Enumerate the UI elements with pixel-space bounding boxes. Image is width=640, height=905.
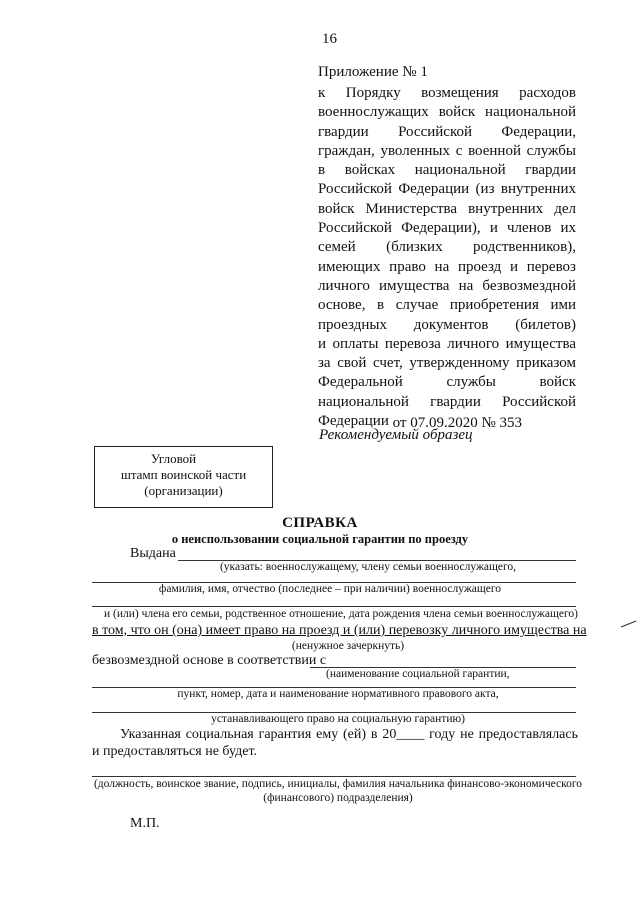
signature-line xyxy=(92,776,576,777)
appendix-line: Российской Федерации), и членов их xyxy=(318,220,576,237)
certificate-title: СПРАВКА xyxy=(282,515,358,531)
hint-establishing-right: устанавливающего право на социальную гарантию) xyxy=(211,713,465,725)
appendix-line: Федеральной службы войск xyxy=(318,374,576,391)
hint-department: (финансового) подразделения) xyxy=(263,792,413,804)
appendix-line: граждан, уволенных с военной службы xyxy=(318,142,576,159)
hint-recipient: (указать: военнослужащему, члену семьи военнослужащего, xyxy=(219,561,517,573)
appendix-line: войск Министерства внутренних дел xyxy=(318,200,576,217)
corner-stamp-box xyxy=(94,446,273,508)
appendix-line: и оплаты перевоза личного имущества xyxy=(318,335,576,352)
basis-label: безвозмездной основе в соответствии с xyxy=(92,653,327,668)
appendix-line: семей (близких родственников), xyxy=(318,239,576,256)
appendix-line: за свой счет, утвержденному приказом xyxy=(318,355,576,372)
stamp-line-2: штамп воинской части xyxy=(120,467,247,482)
appendix-line: национальной гвардии Российской xyxy=(318,393,576,410)
stamp-line-1: Угловой xyxy=(150,451,197,466)
hint-family-member: и (или) члена его семьи, родственное отношение, дата рождения члена семьи военнослужащего) xyxy=(104,608,578,620)
pen-mark-icon xyxy=(620,620,638,628)
page-number: 16 xyxy=(322,31,337,47)
appendix-line: основе, в случае приобретения ими xyxy=(318,297,576,314)
appendix-line: личного имущества на безвозмездной xyxy=(318,277,576,294)
hint-guarantee-name: (наименование социальной гарантии, xyxy=(326,668,510,680)
appendix-line: к Порядку возмещения расходов xyxy=(318,85,576,101)
hint-legal-act: пункт, номер, дата и наименование нормативного правового акта, xyxy=(177,688,499,700)
appendix-line: проездных документов (билетов) xyxy=(318,316,576,333)
appendix-line: гвардии Российской Федерации, xyxy=(318,123,576,140)
relation-line xyxy=(92,606,576,607)
seal-label: М.П. xyxy=(130,816,160,831)
appendix-line: военнослужащих войск национальной xyxy=(318,104,576,121)
appendix-title: Приложение № 1 xyxy=(318,64,428,80)
statement-line-2: и предоставляться не будет. xyxy=(92,744,258,759)
appendix-line: имеющих право на проезд и перевоз xyxy=(318,258,576,275)
hint-full-name: фамилия, имя, отчество (последнее – при наличии) военнослужащего xyxy=(158,583,502,595)
appendix-text xyxy=(318,84,576,431)
appendix-line: Российской Федерации (из внутренних xyxy=(318,181,576,198)
appendix-last-word: Федерации xyxy=(318,413,389,430)
hint-strike-unneeded: (ненужное зачеркнуть) xyxy=(291,640,405,652)
hint-signatory: (должность, воинское звание, подпись, инициалы, фамилия начальника финансово-экономического xyxy=(93,778,583,790)
appendix-line: в войсках национальной гвардии xyxy=(318,162,576,179)
statement-line-1: Указанная социальная гарантия ему (ей) в 20____ году не предоставлялась xyxy=(120,727,578,742)
order-date-number: от 07.09.2020 № 353 xyxy=(392,415,523,432)
recommended-sample-label: Рекомендуемый образец xyxy=(319,427,473,443)
stamp-line-3: (организации) xyxy=(144,483,223,498)
certificate-subtitle: о неиспользовании социальной гарантии по проезду xyxy=(171,532,469,546)
issued-label: Выдана xyxy=(130,546,176,561)
right-statement: в том, что он (она) имеет право на проезд и (или) перевозку личного имущества на xyxy=(92,623,587,638)
